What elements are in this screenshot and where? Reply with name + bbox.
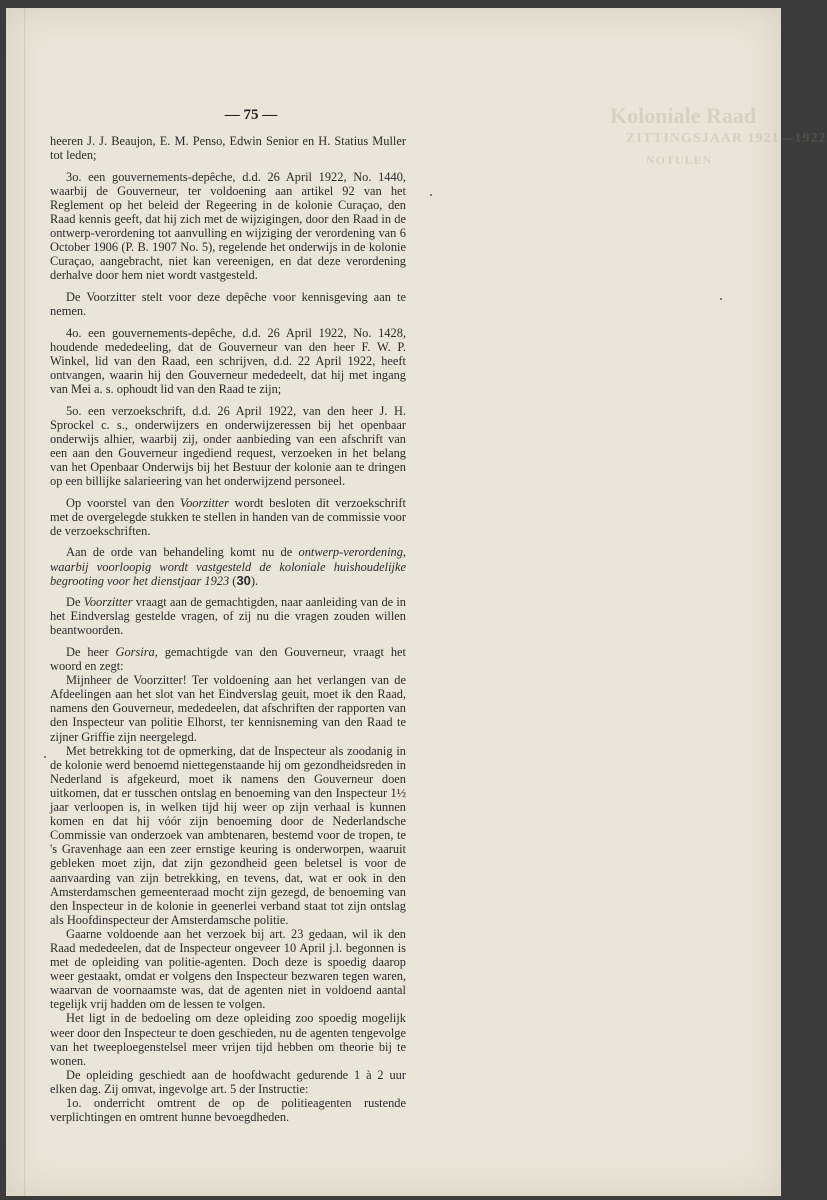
p7-ordinance-title: ontwerp-verordening, waarbij voorloopig wordt vastgesteld de koloniale huishoudelijke begrooting voor het dienstjaar 1923 — [50, 545, 406, 588]
ghost-line-1: Koloniale Raad — [610, 103, 757, 128]
paragraph-petition-decision — [50, 496, 406, 538]
page-fold-shadow — [24, 8, 26, 1196]
p6-text-c: wordt besloten dit verzoekschrift met de overgelegde stukken te stellen in handen van de commissie voor de verzoekschriften. — [50, 495, 406, 538]
p8-chair: Voorzitter — [83, 595, 133, 610]
speech-paragraph-4: Het ligt in de bedoeling om deze opleiding zoo spoedig mogelijk weer door den Inspecteur te doen geschieden, nu de agenten tengevolge van het tweeploegenstelsel meer vrijen tijd hebben om theorie bij te wonen. — [50, 1011, 406, 1068]
ghost-line-2: ZITTINGSJAAR 1921—1922 — [626, 131, 827, 146]
paragraph-item-3: 3o. een gouvernements-depêche, d.d. 26 April 1922, No. 1440, waarbij de Gouverneur, ter voldoening aan artikel 92 van het Reglement op het beleid der Regeering in de kolonie Curaçao, den Raad kennis geeft, dat hij zich met de wijzigingen, door den Raad in de ontwerp-verordening tot aanvulling en wijziging der verordening van 6 October 1906 (P. B. 1907 No. 5), regelende het onderwijs in de kolonie Curaçao, aangebracht, niet kan vereenigen, en dat deze verordening derhalve door hem niet wordt vastgesteld. — [50, 169, 406, 283]
p8-text-a: De — [66, 595, 84, 610]
paper-speck — [44, 756, 46, 758]
p9-text-c: , gemachtigde van den Gouverneur, vraagt het woord en zegt: — [50, 645, 406, 674]
document-page — [6, 8, 827, 1196]
paragraph-item-5: 5o. een verzoekschrift, d.d. 26 April 1922, van den heer J. H. Sprockel c. s., onderwijzers en onderwijzeressen bij het openbaar onderwijs alhier, waarbij zij, onder aanbieding van een afschrift van een aan den Gouverneur ingediend request, verzoeken in het belang van het Openbaar Onderwijs bij het Bestuur der kolonie aan te dringen op een billijke salarieering van het onderwijzend personeel. — [50, 403, 406, 489]
p9-text-a: De heer — [66, 645, 116, 659]
p7-text-e: ). — [250, 573, 259, 588]
speech-paragraph-5: De opleiding geschiedt aan de hoofdwacht gedurende 1 à 2 uur elken dag. Zij omvat, ingevolge art. 5 der Instructie: — [50, 1067, 406, 1096]
paragraph-gorsira-intro — [50, 645, 406, 673]
p9-speaker: Gorsira — [115, 645, 155, 659]
speech-paragraph-6: 1o. onderricht omtrent de op de politieagenten rustende verplichtingen en omtrent hunne bevoegdheden. — [50, 1096, 406, 1125]
p7-number: 30 — [236, 572, 251, 588]
paragraph-members: heeren J. J. Beaujon, E. M. Penso, Edwin Senior en H. Statius Muller tot leden; — [50, 134, 406, 163]
paragraph-chair-proposal: De Voorzitter stelt voor deze depêche voor kennisgeving aan te nemen. — [50, 289, 406, 319]
paper-speck — [720, 298, 722, 300]
speech-paragraph-1: Mijnheer de Voorzitter! Ter voldoening aan het verlangen van de Afdeelingen aan het slot van het Eindverslag geuit, moet ik den Raad, namens den Gouverneur, mededeelen, dat afschriften der rapporten van den Inspecteur van politie Elhorst, ter kennisneming van den Raad te zijner Griffie zijn neergelegd. — [50, 673, 406, 744]
body-text — [50, 134, 406, 1124]
p7-text-a: Aan de orde van behandeling komt nu de — [66, 545, 299, 560]
bleed-through-text — [476, 103, 827, 168]
speech-paragraph-3: Gaarne voldoende aan het verzoek bij art. 23 gedaan, wil ik den Raad mededeelen, dat de Inspecteur ongeveer 10 April j.l. begonnen is met de opleiding van politie-agenten. Doch deze is spoedig daarop weer gestaakt, omdat er volgens den Inspecteur bezwaren tegen waren, waarvan de voornaamste was, dat de agenten niet in voldoend aantal tegelijk vrij hadden om de lessen te volgen. — [50, 926, 406, 1012]
ghost-line-3: NOTULEN — [646, 153, 713, 167]
p8-text-c: vraagt aan de gemachtigden, naar aanleiding van de in het Eindverslag gestelde vragen, of zij nu die vragen zouden willen beantwoorden. — [50, 595, 406, 638]
p6-text-a: Op voorstel van den — [66, 495, 180, 510]
paper-speck — [430, 194, 432, 196]
p7-text-c: ( — [229, 573, 237, 588]
paragraph-chair-question — [50, 595, 406, 637]
speech-paragraph-2: Met betrekking tot de opmerking, dat de Inspecteur als zoodanig in de kolonie werd benoemd niettegenstaande hij om gezondheidsreden in Nederland is afgekeurd, moet ik namens den Gouverneur doen uitkomen, dat er tusschen ontslag en benoeming van den Inspecteur 1½ jaar verloopen is, in welken tijd hij weer op zijn verhaal is kunnen komen en dat hij vóór zijn benoeming door de Nederlandsche Commissie van onderzoek van ambtenaren, bestemd voor de tropen, te 's Gravenhage aan een zeer ernstige keuring is onderworpen, waaruit gebleken moet zijn, dat zijn gezondheid geen beletsel is voor de aanvaarding van zijn betrekking, en tevens, dat, wat er ook in den Amsterdamschen gemeenteraad mocht zijn gezegd, de benoeming van den Inspecteur in de kolonie in geenerlei verband staat tot zijn ontslag als Hoofdinspecteur der Amsterdamsche politie. — [50, 743, 406, 927]
paragraph-agenda — [50, 545, 406, 587]
paragraph-item-4: 4o. een gouvernements-depêche, d.d. 26 April 1922, No. 1428, houdende mededeeling, dat de Gouverneur van den heer F. W. P. Winkel, lid van den Raad, een schrijven, d.d. 22 April 1922, heeft ontvangen, waarin hij den Gouverneur mededeelt, dat hij met ingang van Mei a. s. ophoudt lid van den Raad te zijn; — [50, 325, 406, 396]
p6-chair: Voorzitter — [179, 495, 229, 510]
page-number: — 75 — — [224, 107, 278, 123]
